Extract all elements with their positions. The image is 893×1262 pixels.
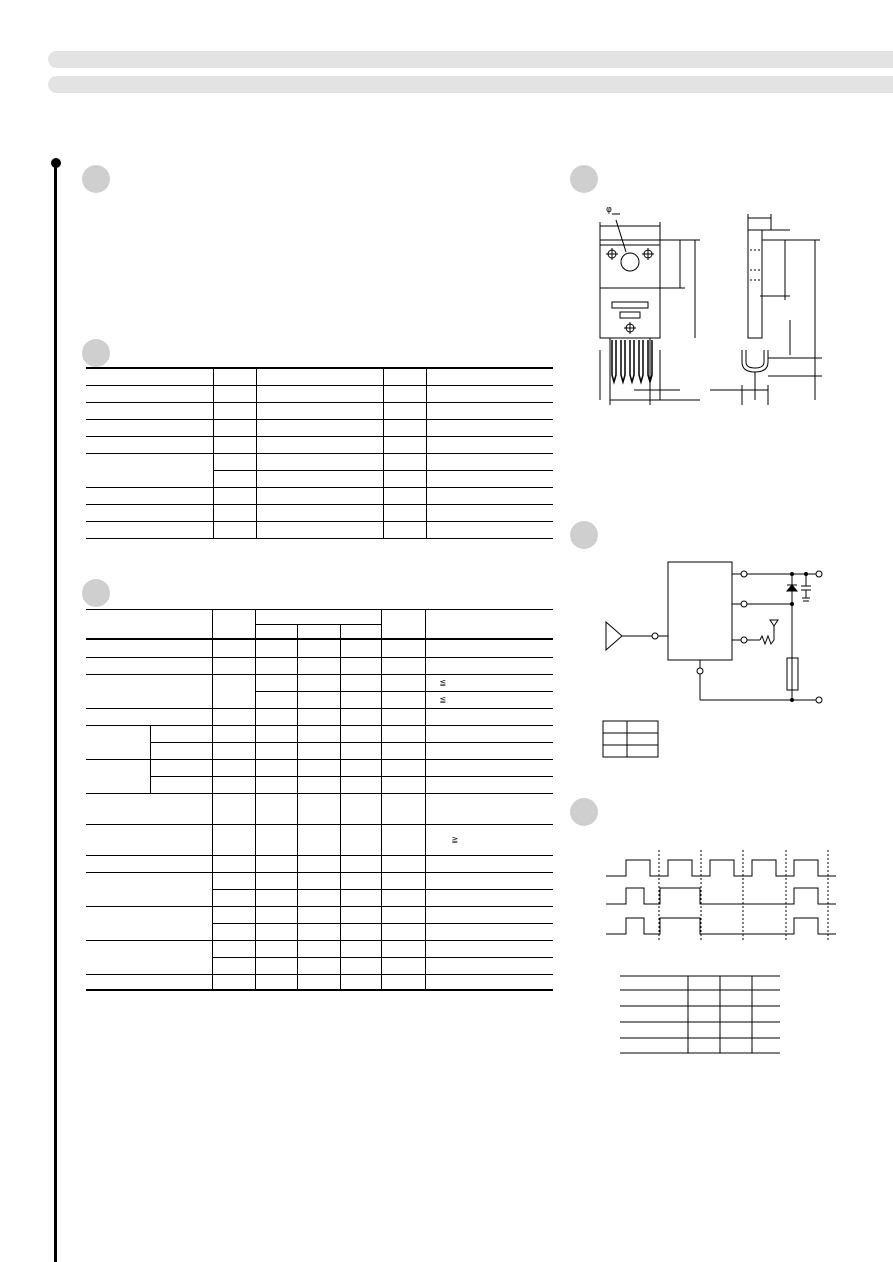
section-marker-absolute-max <box>82 339 110 367</box>
section-marker-electrical <box>82 579 110 607</box>
le-symbol-1: ≦ <box>439 677 447 687</box>
section-marker-block-diagram <box>570 521 598 549</box>
ge-symbol: ≧ <box>451 834 459 844</box>
timing-truth-table <box>620 975 782 1055</box>
section-marker-outline <box>570 165 598 193</box>
le-symbol-2: ≦ <box>439 694 447 704</box>
left-rail <box>54 166 57 1262</box>
header-bar-bottom <box>48 76 893 93</box>
block-diagram <box>600 560 830 765</box>
section-marker-features <box>82 165 110 193</box>
header-bar-top <box>48 51 893 68</box>
section-marker-timing <box>570 798 598 826</box>
diameter-symbol: φ <box>606 205 612 215</box>
package-outline-drawing <box>590 200 830 420</box>
timing-diagram <box>600 850 840 945</box>
